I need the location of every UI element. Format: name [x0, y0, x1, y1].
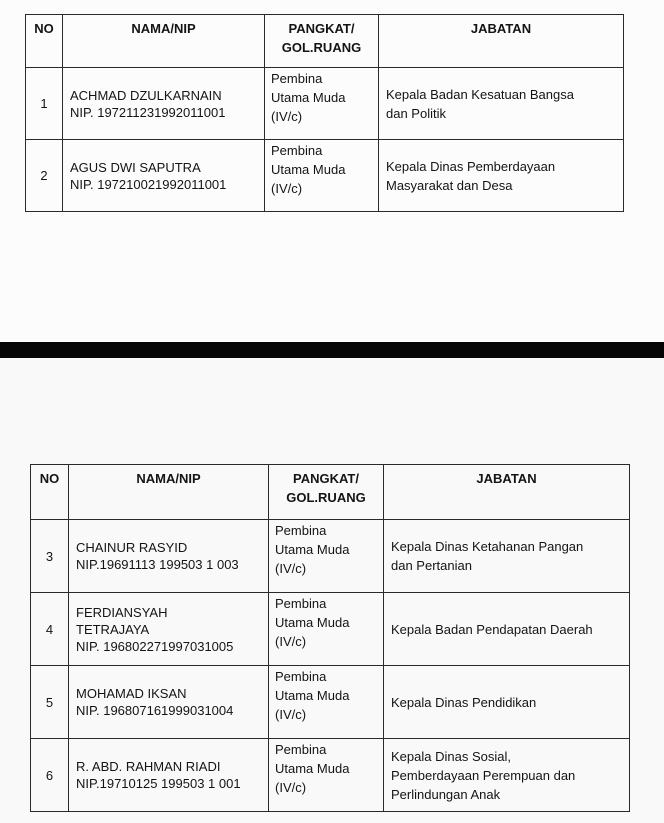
page-separator-bar: [0, 342, 664, 358]
header-jabatan: JABATAN: [384, 465, 630, 520]
row-pangkat: Pembina Utama Muda (IV/c): [265, 140, 379, 212]
row-number: 5: [31, 666, 69, 739]
header-pangkat-gol-ruang: PANGKAT/ GOL.RUANG: [265, 15, 379, 68]
row-name-nip: MOHAMAD IKSAN NIP. 196807161999031004: [69, 666, 269, 739]
header-jabatan: JABATAN: [379, 15, 624, 68]
row-number: 6: [31, 739, 69, 812]
row-number: 1: [26, 68, 63, 140]
officials-table-1: [25, 14, 624, 212]
row-name-nip: R. ABD. RAHMAN RIADI NIP.19710125 199503 1 001: [69, 739, 269, 812]
officials-table-2: [30, 464, 630, 812]
row-pangkat: Pembina Utama Muda (IV/c): [269, 520, 384, 593]
row-name-nip: ACHMAD DZULKARNAIN NIP. 197211231992011001: [63, 68, 265, 140]
table-row: [31, 593, 630, 666]
row-number: 2: [26, 140, 63, 212]
table-row: [26, 68, 624, 140]
row-pangkat: Pembina Utama Muda (IV/c): [265, 68, 379, 140]
table-header-row: [31, 465, 630, 520]
header-nama-nip: NAMA/NIP: [69, 465, 269, 520]
row-jabatan: Kepala Dinas Pendidikan: [384, 666, 630, 739]
row-number: 4: [31, 593, 69, 666]
row-pangkat: Pembina Utama Muda (IV/c): [269, 739, 384, 812]
header-no: NO: [26, 15, 63, 68]
table-row: [31, 520, 630, 593]
row-jabatan: Kepala Dinas Pemberdayaan Masyarakat dan Desa: [379, 140, 624, 212]
row-pangkat: Pembina Utama Muda (IV/c): [269, 593, 384, 666]
header-nama-nip: NAMA/NIP: [63, 15, 265, 68]
table-header-row: [26, 15, 624, 68]
row-jabatan: Kepala Badan Pendapatan Daerah: [384, 593, 630, 666]
row-number: 3: [31, 520, 69, 593]
header-no: NO: [31, 465, 69, 520]
table-row: [26, 140, 624, 212]
row-jabatan: Kepala Dinas Sosial, Pemberdayaan Perempuan dan Perlindungan Anak: [384, 739, 630, 812]
row-name-nip: AGUS DWI SAPUTRA NIP. 197210021992011001: [63, 140, 265, 212]
table-row: [31, 739, 630, 812]
row-name-nip: FERDIANSYAH TETRAJAYA NIP. 196802271997031005: [69, 593, 269, 666]
row-jabatan: Kepala Badan Kesatuan Bangsa dan Politik: [379, 68, 624, 140]
row-pangkat: Pembina Utama Muda (IV/c): [269, 666, 384, 739]
document-page-top: [0, 0, 664, 342]
table-row: [31, 666, 630, 739]
row-name-nip: CHAINUR RASYID NIP.19691113 199503 1 003: [69, 520, 269, 593]
row-jabatan: Kepala Dinas Ketahanan Pangan dan Pertanian: [384, 520, 630, 593]
header-pangkat-gol-ruang: PANGKAT/ GOL.RUANG: [269, 465, 384, 520]
